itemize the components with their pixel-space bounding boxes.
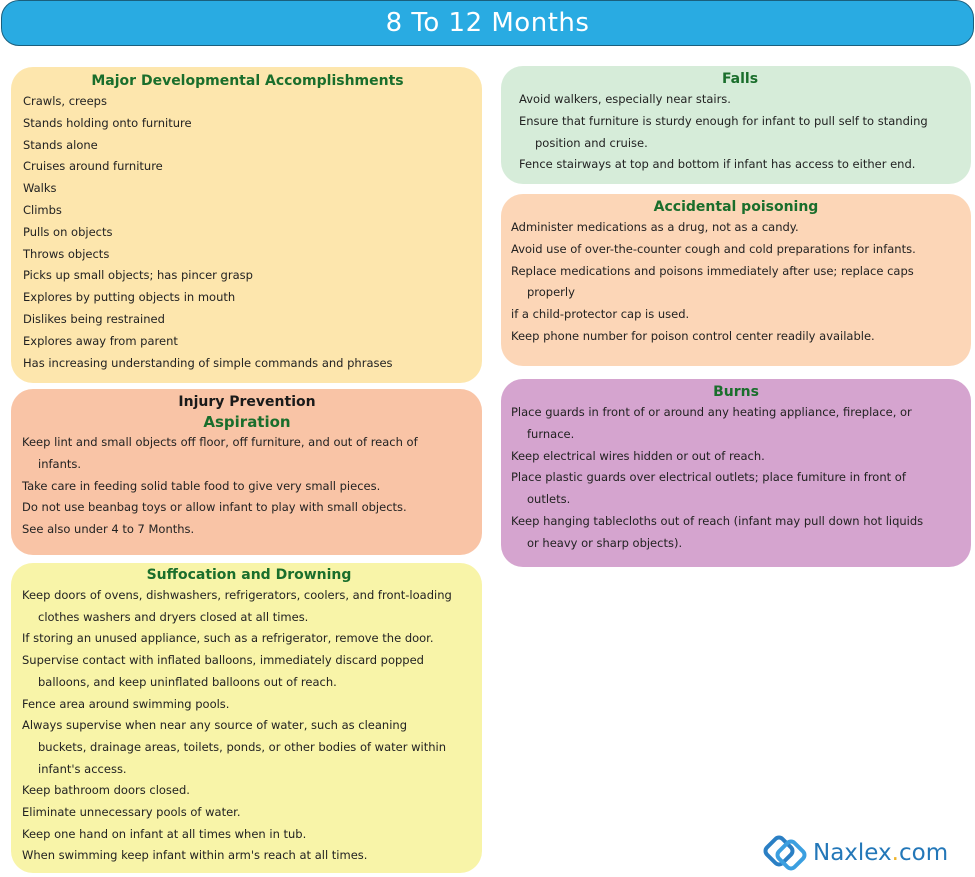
list-item-continuation: buckets, drainage areas, toilets, ponds, or other bodies of water within bbox=[38, 739, 446, 754]
list-item: Dislikes being restrained bbox=[23, 311, 165, 326]
injury-prevention-card bbox=[11, 389, 482, 555]
list-item-continuation: infants. bbox=[38, 456, 82, 471]
page-title: 8 To 12 Months bbox=[385, 8, 590, 38]
poisoning-heading: Accidental poisoning bbox=[653, 199, 819, 215]
list-item bbox=[22, 845, 476, 867]
list-item-text: Administer medications as a drug, not as a candy. bbox=[511, 220, 799, 234]
list-item-text: Take care in feeding solid table food to give very small pieces. bbox=[22, 478, 381, 493]
list-item-text: Do not use beanbag toys or allow infant to play with small objects. bbox=[22, 500, 407, 515]
falls-card bbox=[501, 66, 971, 184]
list-item bbox=[22, 824, 476, 846]
list-item-text: Avoid walkers, especially near stairs. bbox=[519, 92, 731, 106]
developmental-card bbox=[11, 67, 482, 383]
list-item bbox=[519, 111, 961, 155]
list-item: Explores away from parent bbox=[23, 333, 178, 348]
list-item bbox=[511, 261, 961, 305]
logo-dot: . bbox=[891, 840, 899, 866]
list-item bbox=[22, 476, 472, 498]
list-item: Crawls, creeps bbox=[23, 94, 107, 108]
list-item bbox=[519, 89, 961, 111]
burns-card bbox=[501, 379, 971, 567]
title-bar bbox=[1, 0, 974, 46]
list-item: Pulls on objects bbox=[23, 224, 113, 239]
list-item: Stands holding onto furniture bbox=[23, 115, 192, 130]
list-item: Climbs bbox=[23, 202, 62, 217]
list-item-text: When swimming keep infant within arm's reach at all times. bbox=[22, 848, 368, 863]
list-item bbox=[22, 519, 472, 541]
list-item-text: Supervise contact with inflated balloons, immediately discard popped bbox=[22, 653, 424, 668]
falls-heading: Falls bbox=[721, 71, 759, 87]
list-item-text: Fence stairways at top and bottom if infant has access to either end. bbox=[519, 157, 916, 172]
list-item-text: Keep hanging tablecloths out of reach (infant may pull down hot liquids bbox=[511, 513, 924, 528]
list-item: Picks up small objects; has pincer grasp bbox=[23, 268, 253, 283]
list-item bbox=[511, 217, 961, 239]
list-item: Throws objects bbox=[23, 246, 110, 261]
list-item bbox=[511, 446, 961, 468]
list-item bbox=[22, 432, 472, 476]
poisoning-list bbox=[511, 217, 961, 348]
list-item bbox=[511, 467, 961, 511]
suffocation-card bbox=[11, 563, 482, 873]
list-item: Stands alone bbox=[23, 137, 98, 152]
list-item bbox=[22, 585, 476, 628]
poisoning-card bbox=[501, 194, 971, 366]
list-item-continuation: outlets. bbox=[527, 492, 571, 507]
aspiration-list bbox=[22, 432, 472, 541]
list-item bbox=[511, 326, 961, 348]
burns-list bbox=[511, 402, 961, 555]
naxlex-logo bbox=[763, 830, 968, 876]
list-item-text: Keep doors of ovens, dishwashers, refrigerators, coolers, and front-loading bbox=[22, 588, 452, 602]
list-item-text: If storing an unused appliance, such as a refrigerator, remove the door. bbox=[22, 631, 434, 646]
list-item-text: Keep phone number for poison control center readily available. bbox=[511, 328, 875, 343]
list-item bbox=[22, 650, 476, 693]
list-item-text: Eliminate unnecessary pools of water. bbox=[22, 805, 241, 820]
list-item-text: Ensure that furniture is sturdy enough for infant to pull self to standing bbox=[519, 113, 928, 128]
list-item-text: Keep bathroom doors closed. bbox=[22, 783, 190, 798]
developmental-list bbox=[23, 91, 472, 374]
list-item bbox=[519, 154, 961, 176]
list-item bbox=[22, 497, 472, 519]
list-item bbox=[511, 511, 961, 555]
list-item: Walks bbox=[23, 181, 57, 196]
aspiration-heading: Aspiration bbox=[203, 413, 291, 431]
list-item bbox=[22, 715, 476, 780]
list-item bbox=[22, 694, 476, 716]
list-item-text: See also under 4 to 7 Months. bbox=[22, 522, 195, 537]
list-item-continuation: or heavy or sharp objects). bbox=[527, 535, 683, 550]
list-item-text: Place plastic guards over electrical outlets; place fumiture in front of bbox=[511, 470, 906, 485]
list-item bbox=[22, 802, 476, 824]
list-item-text: Avoid use of over-the-counter cough and cold preparations for infants. bbox=[511, 241, 916, 256]
list-item bbox=[22, 628, 476, 650]
naxlex-logo-icon bbox=[763, 830, 809, 876]
suffocation-list bbox=[22, 585, 476, 867]
list-item bbox=[22, 780, 476, 802]
list-item-text: Keep one hand on infant at all times when in tub. bbox=[22, 826, 307, 841]
logo-tld: com bbox=[898, 840, 949, 866]
list-item-text: if a child-protector cap is used. bbox=[511, 307, 690, 322]
logo-name: Naxlex bbox=[813, 840, 892, 866]
list-item-text: Fence area around swimming pools. bbox=[22, 696, 230, 711]
list-item-text: Replace medications and poisons immediately after use; replace caps bbox=[511, 263, 914, 278]
list-item-continuation: balloons, and keep uninflated balloons out of reach. bbox=[38, 674, 337, 689]
list-item: Explores by putting objects in mouth bbox=[23, 290, 236, 305]
list-item-continuation: properly bbox=[527, 285, 575, 300]
list-item-continuation: infant's access. bbox=[38, 761, 127, 776]
list-item: Cruises around furniture bbox=[23, 159, 163, 174]
naxlex-wordmark bbox=[813, 840, 948, 866]
list-item-text: Keep lint and small objects off floor, off furniture, and out of reach of bbox=[22, 435, 418, 449]
list-item-text: Keep electrical wires hidden or out of reach. bbox=[511, 448, 765, 463]
suffocation-heading: Suffocation and Drowning bbox=[146, 567, 352, 583]
falls-list bbox=[519, 89, 961, 176]
burns-heading: Burns bbox=[713, 384, 759, 400]
list-item bbox=[511, 239, 961, 261]
list-item bbox=[511, 402, 961, 446]
list-item bbox=[511, 304, 961, 326]
list-item: Has increasing understanding of simple commands and phrases bbox=[23, 355, 393, 370]
list-item-text: Always supervise when near any source of water, such as cleaning bbox=[22, 718, 407, 733]
list-item-continuation: clothes washers and dryers closed at all times. bbox=[38, 609, 309, 624]
list-item-continuation: furnace. bbox=[527, 426, 575, 441]
list-item-continuation: position and cruise. bbox=[535, 135, 648, 150]
list-item-text: Place guards in front of or around any heating appliance, fireplace, or bbox=[511, 405, 912, 419]
injury-prevention-heading: Injury Prevention bbox=[178, 394, 316, 410]
developmental-heading: Major Developmental Accomplishments bbox=[91, 73, 404, 89]
